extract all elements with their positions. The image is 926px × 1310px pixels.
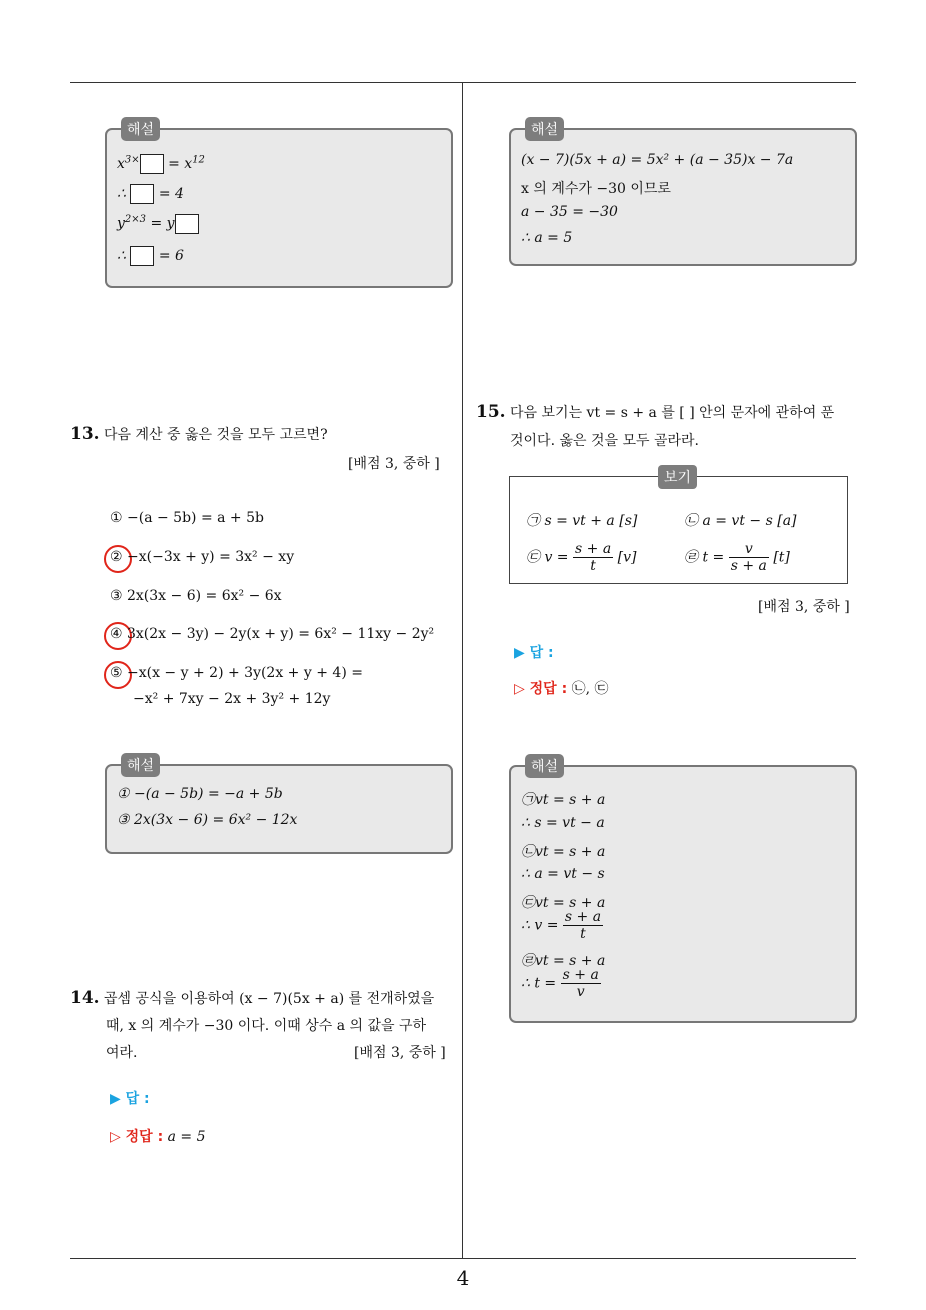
- top-rule: [70, 82, 856, 83]
- column-divider: [462, 83, 463, 1258]
- blank-box: [130, 246, 154, 266]
- example-tag: 보기: [658, 465, 697, 489]
- solution-line: ∴ v = $\frac{s + a}{t}$: [521, 909, 602, 943]
- answer-label: ▶ 답 :: [110, 1091, 150, 1107]
- solution-tag: 해설: [525, 754, 564, 778]
- example-item-4: ㉣ t = $\frac{v}{s + a}$ [t]: [684, 541, 790, 575]
- solution-line: x 의 계수가 −30 이므로: [521, 181, 671, 197]
- solution-line: ㉣vt = s + a: [521, 953, 606, 969]
- page-number: 4: [456, 1266, 470, 1290]
- correct-answer: [514, 678, 609, 698]
- solution-line: ∴ = 4: [117, 186, 184, 202]
- solution-line: ㉡vt = s + a: [521, 844, 606, 860]
- solution-tag: 해설: [525, 117, 564, 141]
- solution-line: ① −(a − 5b) = −a + 5b: [117, 786, 283, 802]
- solution-line: ∴ t = $\frac{s + a}{v}$: [521, 967, 599, 1001]
- solution-box-12: [105, 122, 453, 288]
- question-number: 14.: [70, 988, 100, 1008]
- fraction: $\frac{s + a}{t}$: [564, 909, 602, 943]
- solution-line: ③ 2x(3x − 6) = 6x² − 12x: [117, 812, 298, 828]
- solution-box-15: [509, 759, 857, 1023]
- solution-line: $y^{2\times 3} = y$: [117, 214, 199, 234]
- option-2: ② −x(−3x + y) = 3x² − xy: [110, 549, 295, 565]
- option-1: ① −(a − 5b) = a + 5b: [110, 510, 264, 526]
- option-5: ⑤ −x(x − y + 2) + 3y(2x + y + 4) =: [110, 665, 363, 681]
- correct-value: ㉡, ㉢: [571, 681, 609, 697]
- fraction: $\frac{v}{s + a}$: [730, 541, 767, 575]
- solution-line: ∴ a = 5: [521, 230, 573, 246]
- option-4: ④ 3x(2x − 3y) − 2y(x + y) = 6x² − 11xy − 2y²: [110, 626, 435, 642]
- solution-line: ㉠vt = s + a: [521, 792, 606, 808]
- answer-label: ▶ 답 :: [514, 645, 554, 661]
- score-label: [배점 3, 중하 ]: [348, 456, 440, 472]
- question-text: 여라.: [106, 1045, 138, 1061]
- question-15: [476, 402, 834, 422]
- blank-box: [175, 214, 199, 234]
- question-number: 15.: [476, 402, 506, 422]
- score-label: [배점 3, 중하 ]: [354, 1045, 446, 1061]
- solution-line: ∴ s = vt − a: [521, 815, 605, 831]
- example-box: [509, 470, 848, 584]
- solution-line: ∴ = 6: [117, 248, 184, 264]
- solution-tag: 해설: [121, 117, 160, 141]
- example-item-2: ㉡ a = vt − s [a]: [684, 513, 797, 529]
- solution-line: ㉢vt = s + a: [521, 895, 606, 911]
- correct-label: ▷ 정답 :: [514, 681, 568, 697]
- question-text: 다음 보기는 vt = s + a 를 [ ] 안의 문자에 관하여 푼: [510, 405, 835, 421]
- correct-label: ▷ 정답 :: [110, 1129, 164, 1145]
- blank-box: [140, 154, 164, 174]
- bottom-rule: [70, 1258, 856, 1259]
- fraction: $\frac{s + a}{v}$: [562, 967, 599, 1001]
- question-text: 곱셈 공식을 이용하여 (x − 7)(5x + a) 를 전개하였을: [104, 991, 435, 1007]
- blank-box: [130, 184, 154, 204]
- solution-box-13: [105, 758, 453, 854]
- solution-line: $x^{3\times} = x^{12}$: [117, 154, 205, 172]
- correct-value: a = 5: [167, 1129, 206, 1145]
- option-3: ③ 2x(3x − 6) = 6x² − 6x: [110, 588, 282, 604]
- solution-tag: 해설: [121, 753, 160, 777]
- question-13: [70, 424, 328, 444]
- question-text: 다음 계산 중 옳은 것을 모두 고르면?: [104, 427, 328, 443]
- question-number: 13.: [70, 424, 100, 444]
- question-14: [70, 988, 434, 1008]
- question-text: 것이다. 옳은 것을 모두 골라라.: [510, 433, 699, 449]
- correct-answer: [110, 1126, 206, 1146]
- solution-line: (x − 7)(5x + a) = 5x² + (a − 35)x − 7a: [521, 152, 794, 168]
- solution-line: ∴ a = vt − s: [521, 866, 605, 882]
- solution-box-14: [509, 122, 857, 266]
- solution-line: a − 35 = −30: [521, 204, 618, 220]
- question-text: 때, x 의 계수가 −30 이다. 이때 상수 a 의 값을 구하: [106, 1018, 427, 1034]
- fraction: $\frac{s + a}{t}$: [575, 541, 612, 575]
- example-item-3: ㉢ v = $\frac{s + a}{t}$ [v]: [526, 541, 637, 575]
- score-label: [배점 3, 중하 ]: [758, 599, 850, 615]
- example-item-1: ㉠ s = vt + a [s]: [526, 513, 638, 529]
- option-5-continued: −x² + 7xy − 2x + 3y² + 12y: [133, 691, 331, 707]
